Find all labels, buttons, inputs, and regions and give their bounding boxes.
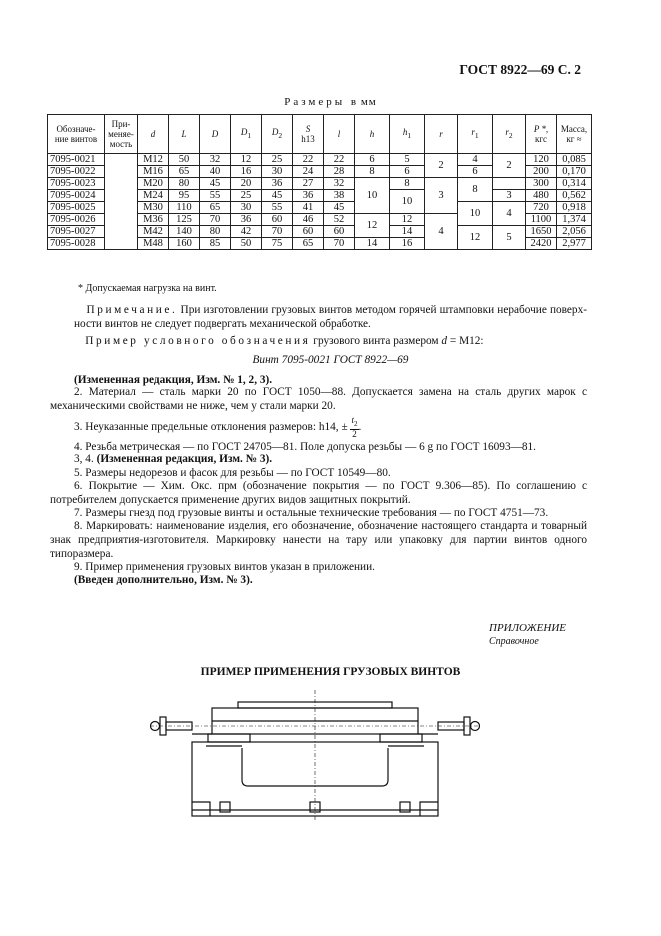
page-header: ГОСТ 8922—69 С. 2: [459, 62, 581, 77]
table-cell: 30: [262, 166, 293, 178]
caption-unit: в мм: [350, 96, 377, 108]
table-cell: 0,314: [557, 178, 592, 190]
table-cell: 85: [200, 238, 231, 250]
table-cell: 160: [169, 238, 200, 250]
table-cell: 14: [390, 226, 425, 238]
table-cell: 70: [200, 214, 231, 226]
table-cell: 80: [169, 178, 200, 190]
table-cell: 0,085: [557, 154, 592, 166]
table-cell: M12: [138, 154, 169, 166]
table-cell: 27: [293, 178, 324, 190]
table-cell: 5: [390, 154, 425, 166]
table-cell: 55: [200, 190, 231, 202]
table-cell: 120: [526, 154, 557, 166]
table-cell: 7095-0024: [48, 190, 105, 202]
paragraph-8: 8. Маркировать: наименование изделия, его обозначение, обозначение настоящего стандарта и товарный знак предприятия-изготовителя. Маркировку нанести на тару или упаковку для партии винтов одного типоразмера.: [50, 520, 587, 561]
header-r: r: [425, 115, 458, 154]
table-cell: 22: [293, 154, 324, 166]
application-cell: [105, 154, 138, 250]
table-cell: 32: [200, 154, 231, 166]
example-label: Пример условного обозначения: [85, 335, 311, 347]
header-D1: $D_1$: [231, 115, 262, 154]
table-cell: 46: [293, 214, 324, 226]
table-cell: 12: [355, 214, 390, 238]
table-cell: 10: [458, 202, 493, 226]
table-cell: 6: [390, 166, 425, 178]
table-cell: 25: [262, 154, 293, 166]
appendix-title: ПРИЛОЖЕНИЕ: [489, 622, 566, 634]
note-paragraph: [74, 303, 587, 331]
table-cell: 50: [169, 154, 200, 166]
paragraph-2: 2. Материал — сталь марки 20 по ГОСТ 1050—88. Допускается замена на сталь других марок с механическими свойствами не ниже, чем у стали марки 20.: [50, 386, 587, 413]
table-row: [48, 154, 592, 166]
table-cell: 30: [231, 202, 262, 214]
table-cell: 8: [390, 178, 425, 190]
paragraph-4: 4. Резьба метрическая — по ГОСТ 24705—81. Поле допуска резьбы — 6 g по ГОСТ 16093—81.: [74, 441, 537, 453]
table-cell: 6: [355, 154, 390, 166]
header-S: S h13: [293, 115, 324, 154]
fixture-drawing: [150, 690, 480, 820]
table-cell: 8: [355, 166, 390, 178]
table-cell: 7095-0028: [48, 238, 105, 250]
header-D2: $D_2$: [262, 115, 293, 154]
table-cell: 110: [169, 202, 200, 214]
table-cell: 40: [200, 166, 231, 178]
table-cell: 7095-0022: [48, 166, 105, 178]
change-note-1: (Измененная редакция, Изм. № 1, 2, 3).: [74, 374, 273, 386]
table-cell: 1,374: [557, 214, 592, 226]
table-cell: 42: [231, 226, 262, 238]
table-cell: M20: [138, 178, 169, 190]
table-cell: 80: [200, 226, 231, 238]
table-cell: 7095-0027: [48, 226, 105, 238]
table-cell: 52: [324, 214, 355, 226]
table-cell: 1100: [526, 214, 557, 226]
table-cell: 2,056: [557, 226, 592, 238]
header-r1: $r_1$: [458, 115, 493, 154]
table-cell: 0,170: [557, 166, 592, 178]
table-cell: 16: [390, 238, 425, 250]
example-paragraph: Пример условного обозначения грузового винта размером d = M12:: [85, 335, 484, 347]
table-cell: 3: [493, 190, 526, 202]
table-cell: 22: [324, 154, 355, 166]
table-cell: 5: [493, 226, 526, 250]
table-cell: 36: [262, 178, 293, 190]
table-cell: M16: [138, 166, 169, 178]
table-cell: 16: [231, 166, 262, 178]
header-application: При-меняе-мость: [105, 115, 138, 154]
table-cell: 38: [324, 190, 355, 202]
table-cell: 60: [324, 226, 355, 238]
table-cell: 720: [526, 202, 557, 214]
header-designation: Обозначе-ние винтов: [48, 115, 105, 154]
table-cell: 10: [390, 190, 425, 214]
table-cell: 14: [355, 238, 390, 250]
table-cell: 12: [231, 154, 262, 166]
table-cell: 32: [324, 178, 355, 190]
empty-cell: [493, 178, 526, 190]
table-cell: 65: [200, 202, 231, 214]
table-cell: 70: [262, 226, 293, 238]
table-cell: 4: [425, 214, 458, 250]
table-cell: 2,977: [557, 238, 592, 250]
table-cell: 45: [324, 202, 355, 214]
table-cell: M42: [138, 226, 169, 238]
table-cell: 28: [324, 166, 355, 178]
table-cell: 65: [169, 166, 200, 178]
table-cell: 70: [324, 238, 355, 250]
table-cell: 4: [458, 154, 493, 166]
section-title: ПРИМЕР ПРИМЕНЕНИЯ ГРУЗОВЫХ ВИНТОВ: [200, 666, 461, 678]
note-text: При изготовлении грузовых винтов методом горячей штамповки нерабочие поверх-ности винтов не следует подвергать механической обработке.: [74, 304, 587, 331]
paragraph-6: 6. Покрытие — Хим. Окс. прм (обозначение покрытия — по ГОСТ 9.306—85). По соглашению с потребителем допускается применение других видов защитных покрытий.: [50, 480, 587, 507]
header-l: l: [324, 115, 355, 154]
table-cell: 50: [231, 238, 262, 250]
table-cell: 55: [262, 202, 293, 214]
paragraph-3-4-change: 3, 4. (Измененная редакция, Изм. № 3).: [74, 453, 273, 465]
table-cell: 2420: [526, 238, 557, 250]
table-cell: 65: [293, 238, 324, 250]
right-clamp: [380, 734, 422, 742]
table-cell: 0,918: [557, 202, 592, 214]
footnote-star: * Допускаемая нагрузка на винт.: [78, 283, 217, 294]
paragraph-3: 3. Неуказанные предельные отклонения размеров: h14, ± $\frac{t_2}{2}$ .: [74, 415, 362, 439]
table-cell: M30: [138, 202, 169, 214]
header-L: L: [169, 115, 200, 154]
table-cell: M48: [138, 238, 169, 250]
table-cell: 45: [262, 190, 293, 202]
table-cell: M36: [138, 214, 169, 226]
table-cell: 41: [293, 202, 324, 214]
fraction: $\frac{t_2}{2}$: [351, 415, 358, 439]
table-cell: 6: [458, 166, 493, 178]
header-d: d: [138, 115, 169, 154]
paragraph-9: 9. Пример применения грузовых винтов указан в приложении.: [74, 561, 375, 573]
paragraph-7: 7. Размеры гнезд под грузовые винты и остальные технические требования — по ГОСТ 4751—73.: [74, 507, 549, 519]
table-cell: 125: [169, 214, 200, 226]
note-label: Примечание.: [86, 304, 178, 316]
header-mass: Масса, кг ≈: [557, 115, 592, 154]
left-clamp: [208, 734, 250, 742]
table-cell: 36: [293, 190, 324, 202]
table-cell: 45: [200, 178, 231, 190]
table-cell: 20: [231, 178, 262, 190]
header-D: D: [200, 115, 231, 154]
header-h1: $h_1$: [390, 115, 425, 154]
table-cell: 24: [293, 166, 324, 178]
table-cell: 95: [169, 190, 200, 202]
caption-title: Размеры: [284, 96, 346, 108]
table-cell: 2: [493, 154, 526, 178]
table-cell: 60: [262, 214, 293, 226]
header-P: P *, кгс: [526, 115, 557, 154]
table-cell: 7095-0026: [48, 214, 105, 226]
header-h: h: [355, 115, 390, 154]
table-cell: 480: [526, 190, 557, 202]
dimensions-table: [47, 114, 592, 250]
header-r2: $r_2$: [493, 115, 526, 154]
table-cell: M24: [138, 190, 169, 202]
table-cell: 300: [526, 178, 557, 190]
paragraph-5: 5. Размеры недорезов и фасок для резьбы — по ГОСТ 10549—80.: [74, 467, 391, 479]
table-cell: 1650: [526, 226, 557, 238]
table-cell: 7095-0021: [48, 154, 105, 166]
table-cell: 7095-0023: [48, 178, 105, 190]
table-cell: 25: [231, 190, 262, 202]
table-cell: 7095-0025: [48, 202, 105, 214]
table-cell: 200: [526, 166, 557, 178]
table-cell: 12: [458, 226, 493, 250]
table-header-row: [48, 115, 592, 154]
appendix-label: [489, 622, 566, 648]
table-cell: 3: [425, 178, 458, 214]
table-cell: 2: [425, 154, 458, 178]
table-cell: 4: [493, 202, 526, 226]
table-caption: [0, 96, 661, 108]
appendix-subtitle: Справочное: [489, 636, 539, 647]
added-note: (Введен дополнительно, Изм. № 3).: [74, 574, 253, 586]
table-cell: 140: [169, 226, 200, 238]
table-cell: 36: [231, 214, 262, 226]
table-cell: 12: [390, 214, 425, 226]
table-cell: 0,562: [557, 190, 592, 202]
table-cell: 60: [293, 226, 324, 238]
table-cell: 8: [458, 178, 493, 202]
example-designation: Винт 7095-0021 ГОСТ 8922—69: [252, 354, 409, 366]
table-cell: 10: [355, 178, 390, 214]
table-cell: 75: [262, 238, 293, 250]
